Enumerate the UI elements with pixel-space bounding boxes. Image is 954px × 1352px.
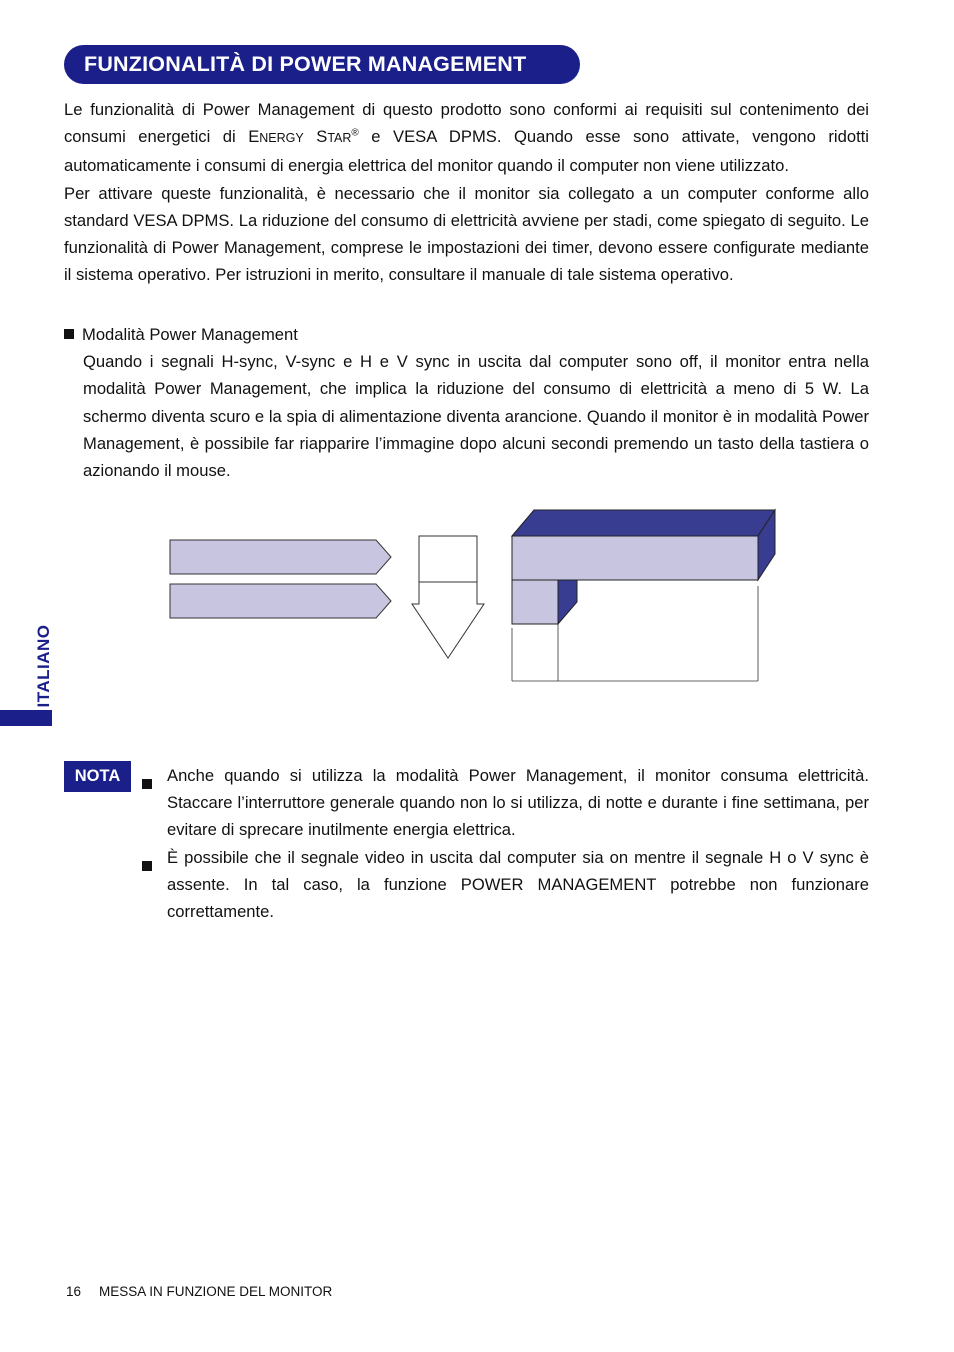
mode-description: Quando i segnali H-sync, V-sync e H e V sync in uscita dal computer sono off, il monitor entra nella modalità Power Management, che implica la riduzione del consumo di elettricità a meno di 5 W. La schermo diventa scuro e la spia di alimentazione diventa arancione. Quando il monitor è in modalità Power Management, è possibile far riapparire l’immagine dopo alcuni secondi premendo un tasto della tastiera o azionando il mouse.: [83, 352, 869, 481]
signal-arrow-bottom: [170, 584, 391, 618]
reduced-power-bar: [512, 580, 577, 624]
power-management-diagram: [160, 500, 790, 700]
notes-list: [142, 762, 869, 925]
energy-star-mark: ENERGY STAR®: [248, 127, 359, 147]
note-item: È possibile che il segnale video in uscita dal computer sia on mentre il segnale H o V sync è assente. In tal caso, la funzione POWER MANAGEMENT potrebbe non funzionare correttamente.: [142, 844, 869, 926]
bullet-square-icon: [142, 779, 152, 789]
intro-text: [64, 96, 869, 288]
intro-paragraph-1: Le funzionalità di Power Management di questo prodotto sono conformi ai requisiti sul contenimento dei consumi energetici di ENERGY STAR® e VESA DPMS. Quando esse sono attivate, vengono ridotti automaticamente i consumi di energia elettrica del monitor quando il computer non viene utilizzato.: [64, 100, 869, 176]
note-item: Anche quando si utilizza la modalità Power Management, il monitor consuma elettricità. Staccare l’interruttore generale quando non lo si utilizza, di notte e durante i fine settimana, per evitare di sprecare inutilmente energia elettrica.: [142, 762, 869, 844]
language-side-label: ITALIANO: [34, 624, 53, 708]
signal-arrow-top: [170, 540, 391, 574]
nota-badge: NOTA: [64, 761, 131, 792]
intro-paragraph-2: Per attivare queste funzionalità, è necessario che il monitor sia collegato a un computer conforme allo standard VESA DPMS. La riduzione del consumo di elettricità avviene per stadi, come spiegato di seguito. Le funzionalità di Power Management, comprese le impostazioni dei timer, devono essere configurate mediante il sistema operativo. Per istruzioni in merito, consultare il manuale di tale sistema operativo.: [64, 183, 869, 285]
down-arrow-icon: [412, 536, 484, 658]
power-consumption-bar: [512, 510, 775, 580]
page-title: FUNZIONALITÀ DI POWER MANAGEMENT: [84, 52, 527, 76]
section-title-banner: [64, 45, 580, 84]
mode-heading: Modalità Power Management: [64, 321, 869, 348]
page-footer: [66, 1284, 332, 1299]
bullet-square-icon: [64, 329, 74, 339]
power-management-mode-section: [64, 321, 869, 484]
footer-section-title: MESSA IN FUNZIONE DEL MONITOR: [99, 1284, 333, 1299]
language-side-tab: [0, 710, 52, 726]
page-number: 16: [66, 1284, 82, 1299]
bullet-square-icon: [142, 861, 152, 871]
